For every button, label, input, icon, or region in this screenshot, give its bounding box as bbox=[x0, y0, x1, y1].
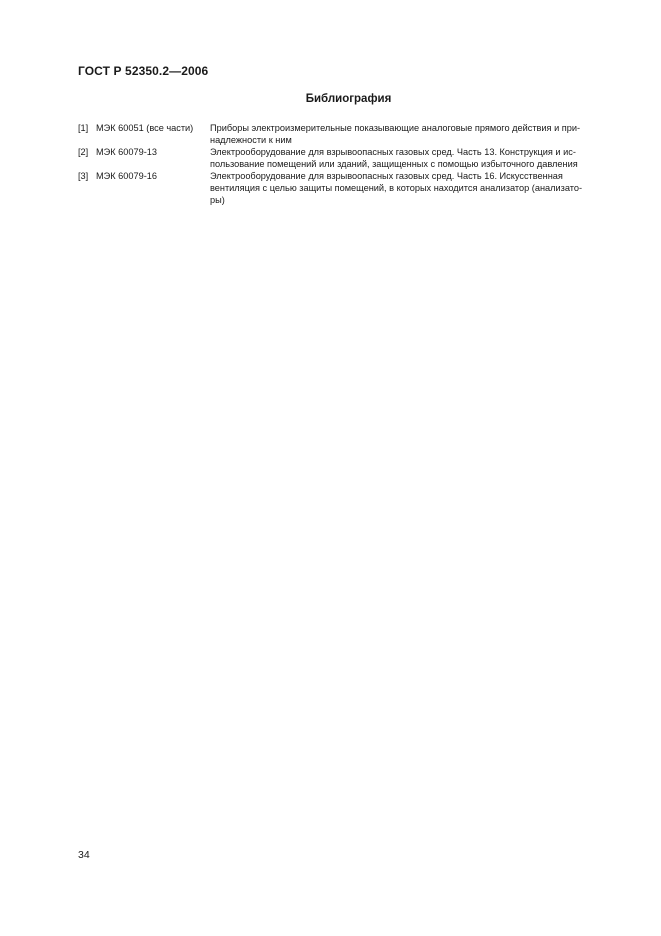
entry-title: Электрооборудование для взрывоопасных газовых сред. Часть 16. Искусственная вентиляция с целью защиты помещений, в которых находится анализатор (анализато- ры) bbox=[210, 171, 583, 205]
entry-standard-code: МЭК 60079-16 bbox=[96, 171, 157, 181]
page-number: 34 bbox=[78, 849, 90, 861]
bibliography-title: Библиография bbox=[305, 93, 392, 105]
bibliography-entry bbox=[78, 170, 614, 206]
entry-number: [1] bbox=[78, 123, 89, 133]
standard-code-header: ГОСТ Р 52350.2—2006 bbox=[78, 64, 209, 78]
entry-number: [3] bbox=[78, 171, 89, 181]
entry-standard-code: МЭК 60051 (все части) bbox=[96, 123, 194, 133]
entry-standard-code: МЭК 60079-13 bbox=[96, 147, 157, 157]
bibliography-list bbox=[78, 122, 614, 206]
bibliography-entry bbox=[78, 146, 614, 170]
bibliography-entry bbox=[78, 122, 614, 146]
entry-number: [2] bbox=[78, 147, 89, 157]
entry-title: Электрооборудование для взрывоопасных газовых сред. Часть 13. Конструкция и ис- пользование помещений или зданий, защищенных с помощью избыточного давления bbox=[210, 147, 578, 169]
entry-title: Приборы электроизмерительные показывающие аналоговые прямого действия и при- надлежности к ним bbox=[210, 123, 581, 145]
